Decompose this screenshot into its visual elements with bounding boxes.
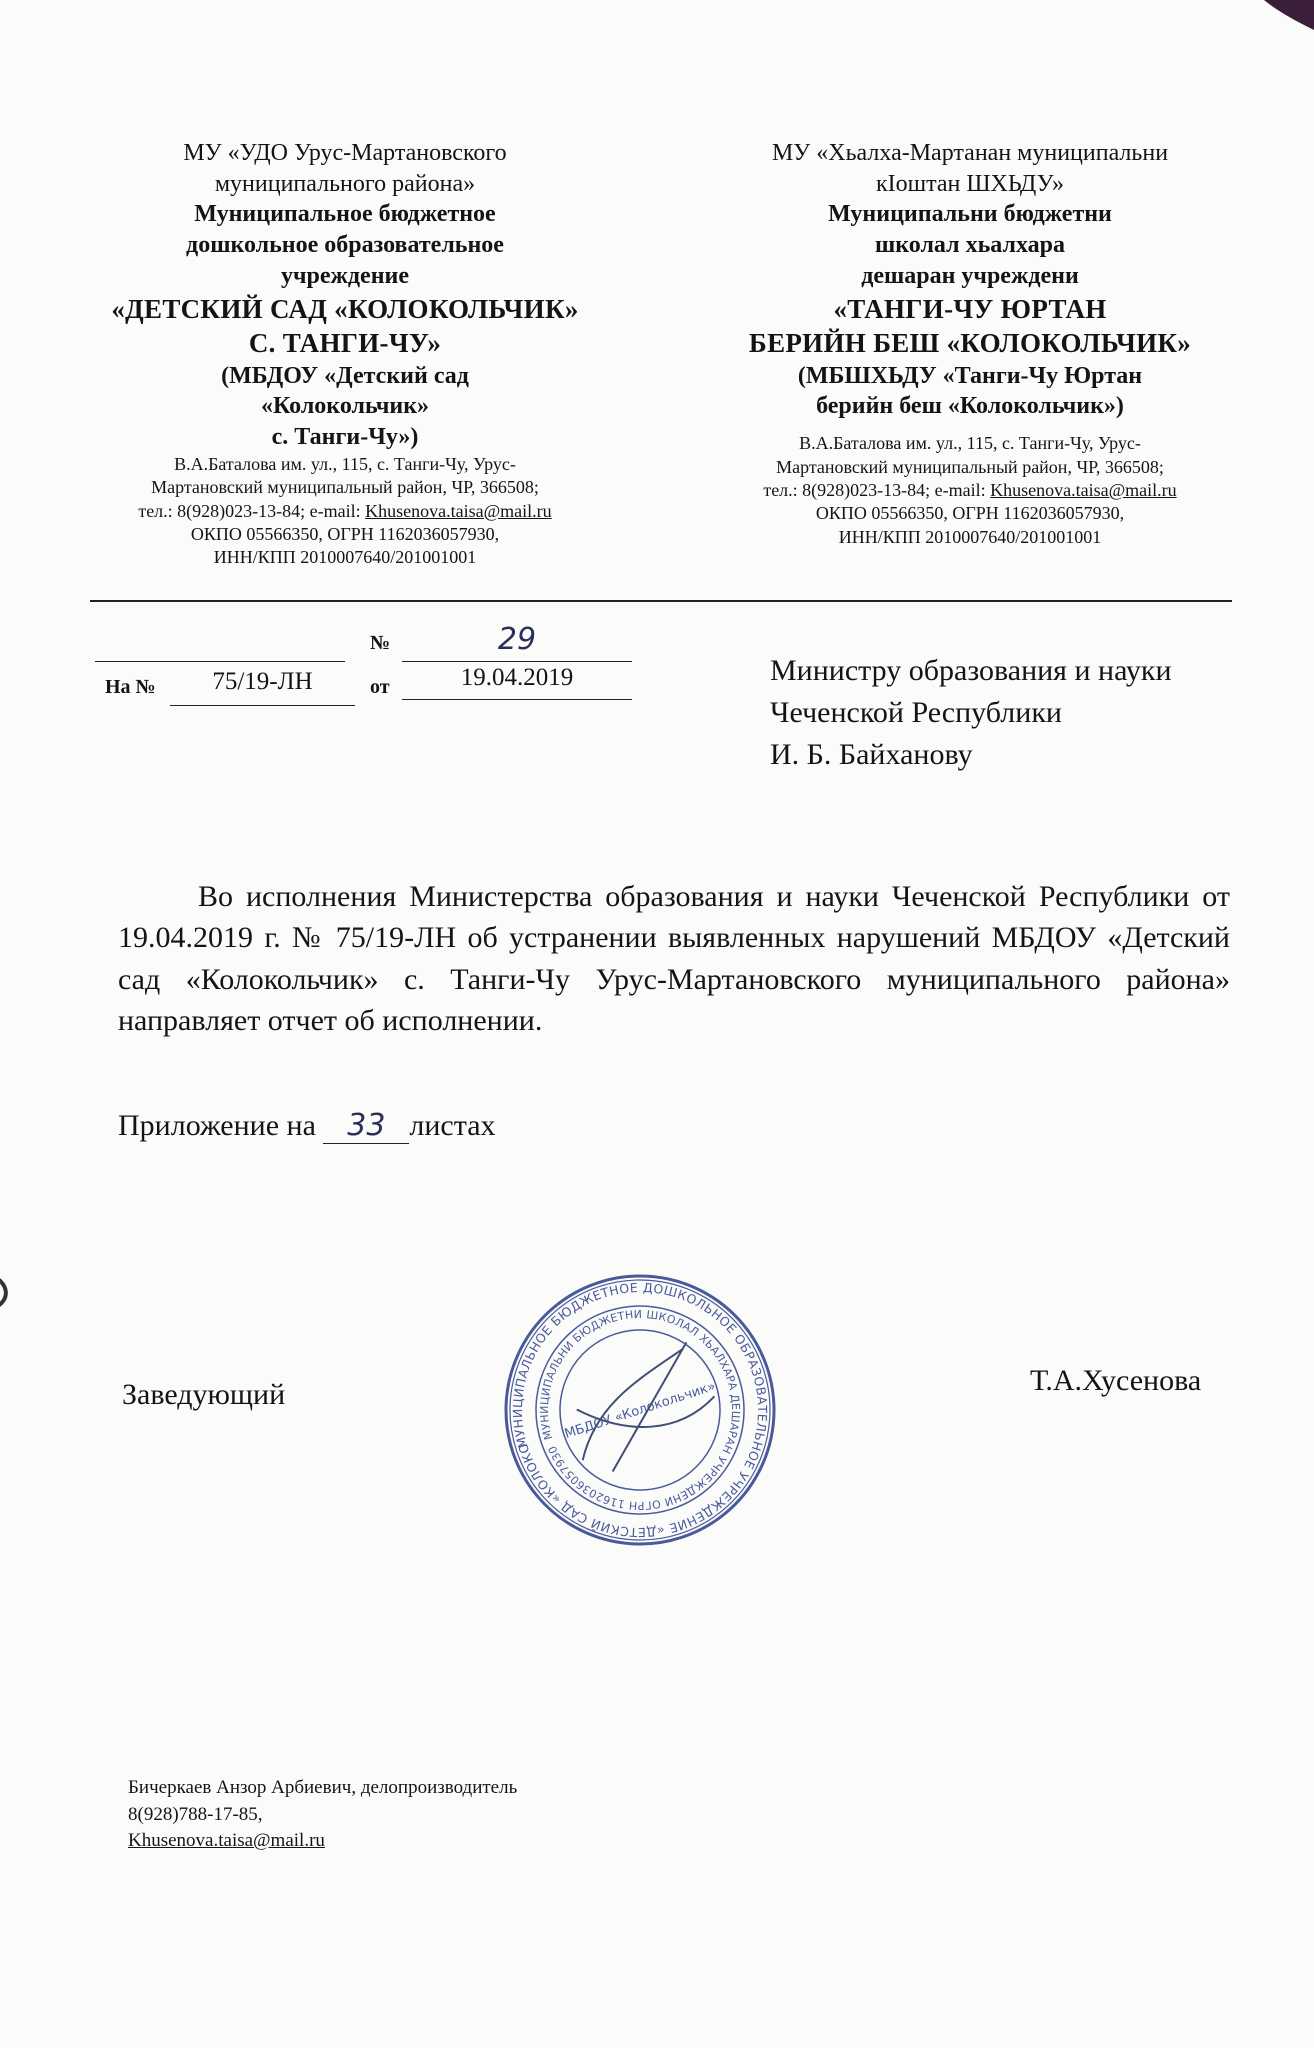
header-left-address: В.А.Баталова им. ул., 115, с. Танги-Чу, Урус- [174, 453, 516, 474]
hole-punch-mark [0, 1272, 20, 1312]
header-left-line: «Колокольчик» [260, 393, 430, 420]
header-left-line: муниципального района» [214, 170, 476, 197]
header-left-line: «ДЕТСКИЙ САД «КОЛОКОЛЬЧИК» [111, 293, 579, 324]
ref-line [170, 704, 355, 706]
stamp-center-text: МБДОУ «Колокольчик» [562, 1378, 718, 1442]
header-left-line: С. ТАНГИ-ЧУ» [248, 328, 442, 359]
appendix-suffix: листах [409, 1109, 496, 1142]
signatory-name: Т.А.Хусенова [1030, 1364, 1202, 1397]
executor-name: Бичеркаев Анзор Арбиевич, делопроизводитель [128, 1777, 518, 1798]
addressee-line: Министру образования и науки [770, 654, 1172, 687]
date-label: от [370, 676, 390, 698]
signatory-role: Заведующий [122, 1378, 286, 1411]
header-right-line: школал хьалхара [875, 232, 1065, 259]
header-right-line: МУ «Хьалха-Мартанан муниципальни [771, 140, 1169, 166]
header-right-line: берийн беш «Колокольчик») [816, 393, 1124, 420]
header-right-line: дешаран учреждени [861, 262, 1079, 289]
executor-phone: 8(928)788-17-85, [128, 1803, 263, 1825]
number-label: № [370, 632, 391, 654]
date-line [402, 698, 632, 700]
header-right-address: Мартановский муниципальный район, ЧР, 366508; [776, 456, 1164, 477]
header-left-line: Муниципальное бюджетное [194, 201, 496, 228]
header-right-address: ИНН/КПП 2010007640/201001001 [838, 526, 1102, 547]
stamp-outer-text: МУНИЦИПАЛЬНОЕ БЮДЖЕТНОЕ ДОШКОЛЬНОЕ ОБРАЗОВАТЕЛЬНОЕ УЧРЕЖДЕНИЕ «ДЕТСКИЙ САД «КОЛОКОЛЬЧИК» [509, 1279, 771, 1541]
official-seal-stamp [500, 1270, 780, 1550]
executor-email-link[interactable]: Khusenova.taisa@mail.ru [128, 1830, 325, 1852]
addressee-line: Чеченской Республики [770, 696, 1062, 729]
number-line [402, 660, 632, 662]
header-divider [90, 600, 1232, 602]
header-left [70, 138, 620, 570]
date-value: 19.04.2019 [460, 664, 574, 691]
letter-body: Во исполнения Министерства образования и науки Чеченской Республики от 19.04.2019 г. № 75/19-ЛН об устранении выявленных нарушений МБДОУ «Детский сад «Колокольчик» с. Танги-Чу Урус-Мартановского муниципального района» направляет отчет об исполнении. [118, 880, 1230, 1038]
addressee [770, 650, 1172, 776]
header-left-line: с. Танги-Чу») [271, 424, 419, 451]
header-right-line: (МБШХЬДУ «Танги-Чу Юртан [797, 362, 1143, 389]
outgoing-date-line [95, 660, 345, 662]
contacts-label: тел.: 8(928)023-13-84; e-mail: [138, 500, 366, 521]
header-right-address: ОКПО 05566350, ОГРН 1162036057930, [815, 503, 1125, 524]
header-right-address: В.А.Баталова им. ул., 115, с. Танги-Чу, Урус- [799, 433, 1141, 454]
header-left-line: МУ «УДО Урус-Мартановского [183, 140, 507, 166]
ref-value: 75/19-ЛН [212, 668, 313, 695]
appendix-line [118, 1108, 496, 1144]
header-left-address: ОКПО 05566350, ОГРН 1162036057930, [190, 524, 500, 545]
spacer [700, 422, 1240, 432]
executor-contacts [128, 1802, 517, 1855]
appendix-count: 33 [323, 1108, 409, 1144]
header-right [700, 138, 1240, 549]
header-left-line: учреждение [280, 262, 410, 289]
scan-corner-mark [1254, 0, 1314, 40]
email-link[interactable]: Khusenova.taisa@mail.ru [365, 500, 552, 521]
header-left-line: (МБДОУ «Детский сад [221, 362, 469, 389]
header-left-address: Мартановский муниципальный район, ЧР, 366508; [151, 477, 539, 498]
header-left-contacts [70, 500, 620, 523]
header-left-line: дошкольное образовательное [186, 232, 504, 259]
number-value: 29 [497, 622, 537, 657]
header-right-line: «ТАНГИ-ЧУ ЮРТАН [833, 293, 1107, 324]
header-left-address: ИНН/КПП 2010007640/201001001 [213, 547, 477, 568]
header-right-line: БЕРИЙН БЕШ «КОЛОКОЛЬЧИК» [748, 328, 1192, 359]
email-link[interactable]: Khusenova.taisa@mail.ru [990, 479, 1177, 500]
ref-label: На № [105, 676, 156, 698]
appendix-prefix: Приложение на [118, 1109, 324, 1142]
addressee-line: И. Б. Байханову [770, 738, 973, 771]
header-right-contacts [700, 479, 1240, 502]
stamp-inner-text: МУНИЦИПАЛЬНИ БЮДЖЕТНИ ШКОЛАЛ ХЬАЛХАРА ДЕШАРАН УЧРЕЖДЕНИ ОГРН 1162036057930 [537, 1307, 743, 1513]
executor-info [128, 1775, 517, 1855]
contacts-label: тел.: 8(928)023-13-84; e-mail: [763, 479, 991, 500]
header-right-line: кIоштан ШХЬДУ» [875, 170, 1065, 197]
header-right-line: Муниципальни бюджетни [828, 201, 1112, 228]
